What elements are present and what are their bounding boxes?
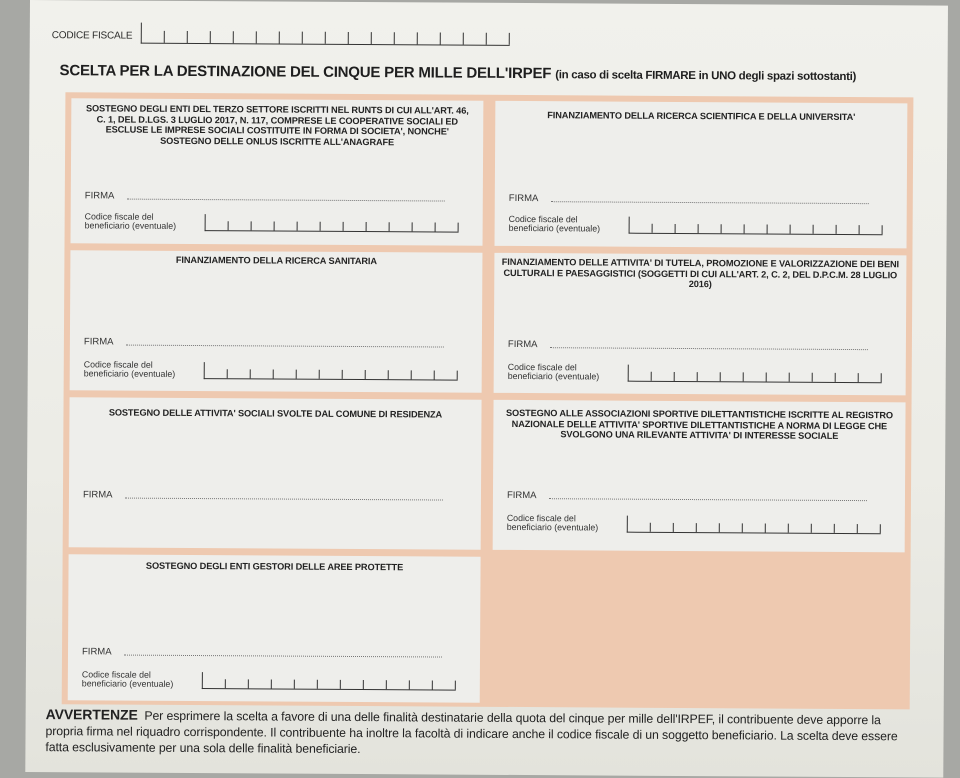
panel-heading: SOSTEGNO DEGLI ENTI GESTORI DELLE AREE PROTETTE [145,560,404,573]
cf-beneficiario-label: Codice fiscale del beneficiario (eventuale) [84,211,177,231]
cf-beneficiario-boxes[interactable] [205,214,459,233]
panel-heading: FINANZIAMENTO DELLA RICERCA SANITARIA [175,254,377,267]
firma-field[interactable] [82,646,442,659]
avvertenze-text: Per esprimere la scelta a favore di una delle finalità destinatarie della quota del cinque per mille dell'IRPEF, il contribuente deve apporre la propria firma nel riquadro corrispondente. Il contribuente ha inoltre la facoltà di indicare anche il codice fiscale di un soggetto beneficiario. La scelta deve essere fatta esclusivamente per una sola delle finalità beneficiarie. [45,708,898,757]
cf-beneficiario-field[interactable] [85,212,459,232]
firma-field[interactable] [509,193,869,206]
section-title-text: SCELTA PER LA DESTINAZIONE DEL CINQUE PER MILLE DELL'IRPEF [59,62,552,83]
panel-sportive [493,400,906,553]
panel-heading: FINANZIAMENTO DELLA RICERCA SCIENTIFICA E DELLA UNIVERSITA' [547,110,856,123]
cf-beneficiario-boxes[interactable] [204,362,458,381]
codice-fiscale-row [52,22,510,46]
panel-heading: FINANZIAMENTO DELLE ATTIVITA' DI TUTELA, PROMOZIONE E VALORIZZAZIONE DEI BENI CULTURALI E PAESAGGISTICI (SOGGETTI DI CUI ALL'ART. 2, C. 2, DEL D.P.C.M. 28 LUGLIO 2016) [501,256,900,290]
cf-beneficiario-boxes[interactable] [628,365,882,384]
cf-beneficiario-field[interactable] [82,670,456,690]
firma-label: FIRMA [507,338,538,351]
panel-aree-protette [68,554,481,703]
panel-heading: SOSTEGNO DEGLI ENTI DEL TERZO SETTORE ISCRITTI NEL RUNTS DI CUI ALL'ART. 46, C. 1, DEL D.LGS. 3 LUGLIO 2017, N. 117, COMPRESE LE COOPERATIVE SOCIALI ED ESCLUSE LE IMPRESE SOCIALI COSTITUITE IN FORMA DI SOCIETA', NONCHE' SOSTEGNO DELLE ONLUS ISCRITTE ALL'ANAGRAFE [85,103,469,147]
panel-ricerca-universita [495,101,908,249]
panel-comune [69,397,482,550]
firma-field[interactable] [84,336,444,349]
cf-beneficiario-label: Codice fiscale del beneficiario (eventuale) [83,359,176,379]
firma-label: FIRMA [508,192,539,205]
firma-label: FIRMA [82,489,113,501]
cf-beneficiario-boxes[interactable] [627,516,881,535]
panel-heading: SOSTEGNO ALLE ASSOCIAZIONI SPORTIVE DILETTANTISTICHE ISCRITTE AL REGISTRO NAZIONALE DELLE ATTIVITA' SPORTIVE DILETTANTISTICHE A NORMA DI LEGGE CHE SVOLGONO UNA RILEVANTE ATTIVITA' DI INTERESSE SOCIALE [505,407,893,441]
firma-label: FIRMA [506,489,537,502]
cf-beneficiario-label: Codice fiscale del beneficiario (eventuale) [507,361,600,382]
tax-form-sheet [25,0,948,778]
cf-beneficiario-field[interactable] [507,514,881,534]
destination-grid [62,92,914,709]
panel-beni-culturali [494,253,907,396]
cf-beneficiario-boxes[interactable] [202,672,456,691]
firma-field[interactable] [508,339,868,352]
cf-beneficiario-field[interactable] [84,360,458,380]
firma-field[interactable] [85,190,445,203]
section-title-note: (in caso di scelta FIRMARE in UNO degli spazi sottostanti) [555,69,857,84]
panel-heading: SOSTEGNO DELLE ATTIVITA' SOCIALI SVOLTE DAL COMUNE DI RESIDENZA [108,407,443,420]
cf-beneficiario-field[interactable] [509,215,883,235]
section-title [60,62,857,84]
cf-beneficiario-label: Codice fiscale del beneficiario (eventuale) [508,213,601,234]
codice-fiscale-input[interactable] [140,23,509,46]
codice-fiscale-label: CODICE FISCALE [51,30,133,42]
avvertenze-notice [45,706,907,760]
firma-label: FIRMA [81,646,112,658]
cf-beneficiario-label: Codice fiscale del beneficiario (eventuale) [81,669,174,689]
firma-label: FIRMA [84,190,115,202]
panel-terzo-settore [71,98,484,246]
firma-label: FIRMA [83,336,114,348]
cf-beneficiario-label: Codice fiscale del beneficiario (eventuale) [506,512,599,533]
cf-beneficiario-field[interactable] [508,363,882,383]
cf-beneficiario-boxes[interactable] [629,217,883,236]
firma-field[interactable] [83,489,443,502]
avvertenze-label: AVVERTENZE [45,706,138,723]
panel-ricerca-sanitaria [70,250,483,393]
firma-field[interactable] [507,490,867,503]
